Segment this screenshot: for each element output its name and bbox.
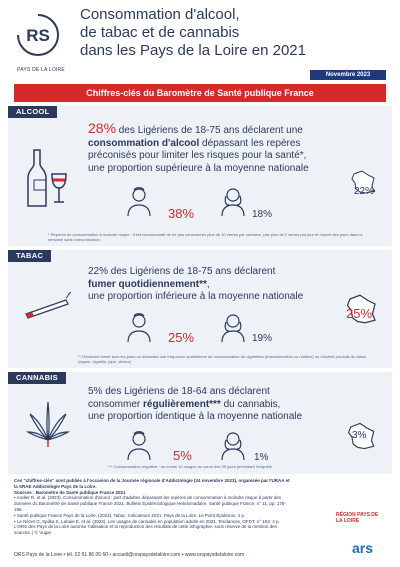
cannabis-men-pct: 5% [173, 448, 192, 463]
tabac-national-pct: 25% [346, 306, 373, 321]
section-cannabis [8, 372, 392, 474]
cannabis-statement: 5% des Ligériens de 18-64 ans déclarent consommer régulièrement*** du cannabis, une proportion identique à la moyenne nationale [88, 386, 303, 422]
source-item: • Andler R. et al. (2023). Consommation d'alcool : part d'adultes dépassant les repères de consommation à moindre risque à partir des données du Baromètre de Santé publique France 2021. Bulletin Épidémiologique Hebdomadaire. Santé publique France, n° 11, pp. 178-186. [14, 495, 286, 512]
header [0, 0, 400, 80]
date-badge: Novembre 2023 [310, 70, 386, 80]
cigarette-icon [22, 292, 74, 320]
man-icon [126, 186, 152, 216]
man-icon [126, 430, 152, 460]
alcool-statement: 28% des Ligériens de 18-75 ans déclarent une consommation d'alcool dépassant les repères préconisés pour limiter les risques pour la santé*, une proportion supérieure à la moyenne nationale [88, 120, 309, 174]
ors-logo [8, 5, 68, 77]
sources-title: Sources : Baromètre de Santé publique France 2021 [14, 489, 126, 495]
section-label-cannabis: CANNABIS [8, 372, 66, 384]
section-label-alcool: ALCOOL [8, 106, 57, 118]
source-item: • Santé publique France Pays de la Loire. (2023). Tabac. Indicateurs 2021. Pays de la Loire. Le Point Épidémio. 4 p. [14, 512, 246, 518]
man-icon [126, 312, 152, 342]
tabac-note: ** Déclarant fumer tous les jours ou déclarant une fréquence quotidienne de consommation de cigarettes (manufacturées ou roulées) ou d'autres produits du tabac (cigare, cigarillo, pipe, chicha) [78, 354, 367, 364]
alcool-women-pct: 18% [252, 209, 273, 220]
cannabis-leaf-icon [26, 400, 70, 448]
logo-emblem-icon [10, 7, 66, 63]
section-label-tabac: TABAC [8, 250, 51, 262]
wine-bottle-glass-icon [26, 146, 70, 210]
alcool-note: * Repères de consommation à moindre risque : il est recommandé de ne pas consommer plus de 10 verres par semaine, pas plus de 2 verres par jour et d'avoir des jours dans la semaine sans consommation. [48, 232, 363, 242]
contact-line: ORS Pays de la Loire • tél. 02 51 86 05 60 • accueil@orspaysdelaloire.com • www.orspaysdelaloire.com [14, 552, 245, 558]
logo-region: PAYS DE LA LOIRE [17, 67, 65, 73]
footer-intro: Ces "chiffres-clés" sont publiés à l'occasion de la Journée régionale d'Addictologie (24 novembre 2023), organisée par l'URAA et la SRAE Addictologie Pays de la Loire. [14, 478, 290, 489]
title-line-2: de tabac et de cannabis [80, 24, 240, 41]
section-alcool [8, 106, 392, 246]
woman-icon [220, 186, 246, 216]
cannabis-women-pct: 1% [254, 452, 269, 463]
alcool-men-pct: 38% [168, 206, 195, 221]
footer-info [14, 478, 294, 536]
woman-icon [220, 430, 246, 460]
cannabis-note: *** Consommation régulière : au moins 10 usages au cours des 30 jours précédant l'enquête [108, 464, 272, 469]
woman-icon [220, 312, 246, 342]
alcool-national-pct: 22% [354, 186, 375, 197]
rights-notice: L'ORS des Pays de la Loire autorise l'utilisation et la reproduction des résultats de cette infographie, sous réserve de la mention des sources. | © Vugar [14, 524, 277, 536]
title-line-3: dans les Pays de la Loire en 2021 [80, 42, 306, 59]
tabac-statement: 22% des Ligériens de 18-75 ans déclarent fumer quotidiennement**, une proportion inférieure à la moyenne nationale [88, 266, 304, 302]
cannabis-national-pct: 3% [352, 430, 367, 441]
alcool-pct: 28% [88, 120, 117, 136]
ars-logo: ars [352, 540, 374, 556]
source-item: • Le Nézet O, Spilka S, Lahaie E, et al. (2022). Les usages de cannabis en population adulte en 2021. Tendances, OFDT, n° 153. 4 p. [14, 518, 280, 524]
tabac-men-pct: 25% [168, 330, 195, 345]
section-tabac [8, 250, 392, 368]
page-title [80, 6, 390, 60]
title-line-1: Consommation d'alcool, [80, 6, 240, 23]
svg-text:RS: RS [26, 26, 50, 45]
tabac-women-pct: 19% [252, 333, 273, 344]
region-logo: RÉGION PAYS DE LA LOIRE [336, 512, 379, 524]
key-figures-banner: Chiffres-clés du Baromètre de Santé publique France [14, 84, 386, 102]
